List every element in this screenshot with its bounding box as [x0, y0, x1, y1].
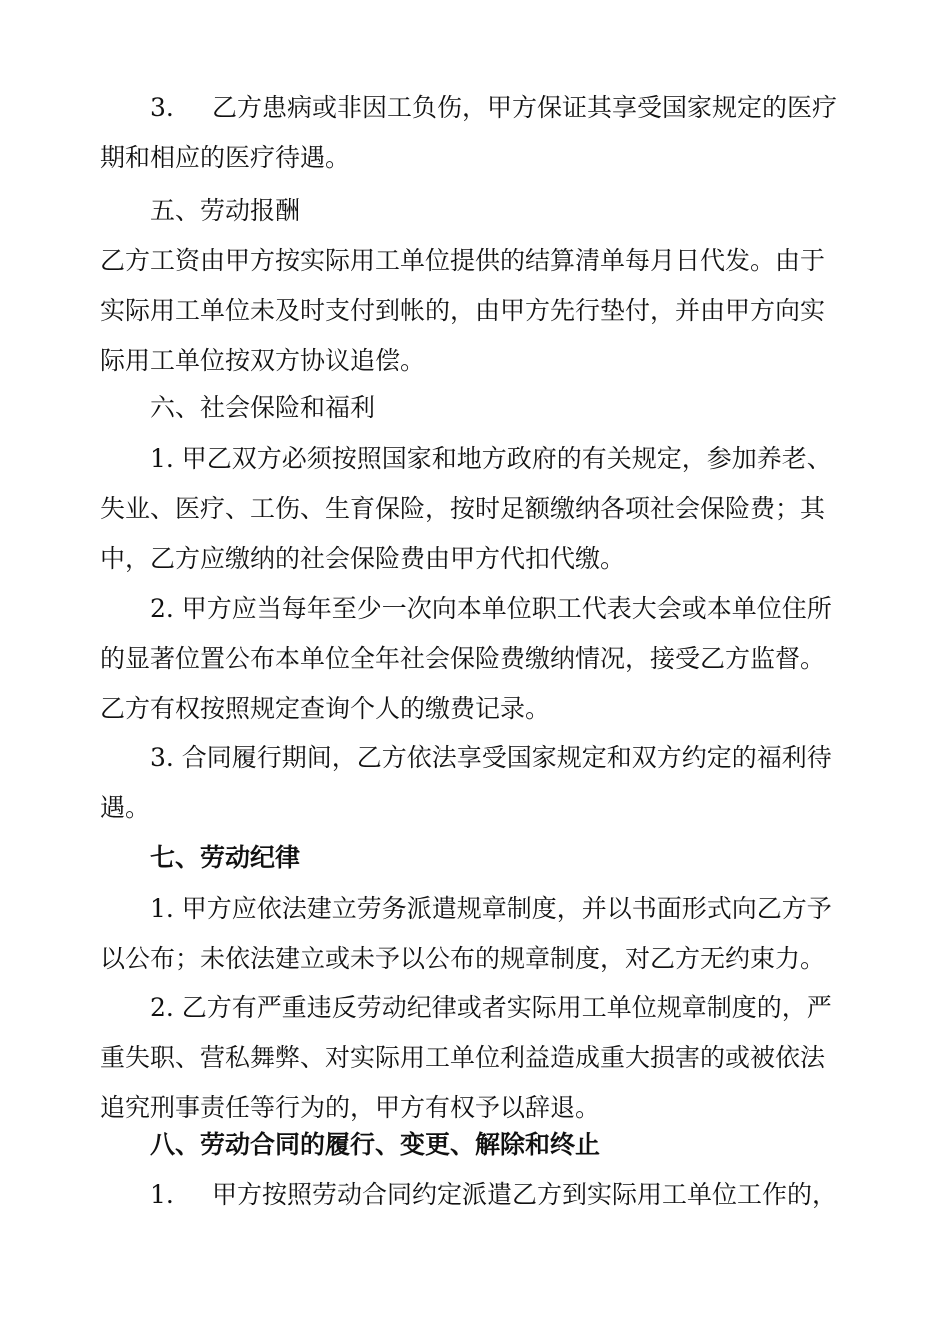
clause-3-line-1 — [150, 93, 837, 123]
paragraph-line: 3. 合同履行期间，乙方依法享受国家规定和双方约定的福利待 — [150, 743, 832, 772]
paragraph-line: 中，乙方应缴纳的社会保险费由甲方代扣代缴。 — [100, 544, 626, 573]
paragraph-line: 1. 甲方应依法建立劳务派遣规章制度，并以书面形式向乙方予 — [150, 894, 832, 923]
paragraph-line: 乙方工资由甲方按实际用工单位提供的结算清单每月日代发。由于 — [100, 246, 826, 275]
clause-number: 1. — [150, 1180, 174, 1209]
paragraph-line: 重失职、营私舞弊、对实际用工单位利益造成重大损害的或被依法 — [100, 1043, 826, 1072]
paragraph-line: 追究刑事责任等行为的，甲方有权予以辞退。 — [100, 1093, 601, 1122]
clause-text: 甲方按照劳动合同约定派遣乙方到实际用工单位工作的， — [212, 1180, 838, 1209]
paragraph-line: 际用工单位按双方协议追偿。 — [100, 346, 426, 375]
paragraph-line: 2. 甲方应当每年至少一次向本单位职工代表大会或本单位住所 — [150, 594, 832, 623]
paragraph-line: 以公布；未依法建立或未予以公布的规章制度，对乙方无约束力。 — [100, 944, 826, 973]
clause-number: 3. — [150, 93, 174, 122]
section-heading-8: 八、劳动合同的履行、变更、解除和终止 — [150, 1130, 601, 1159]
clause-text: 乙方患病或非因工负伤，甲方保证其享受国家规定的医疗 — [212, 93, 838, 122]
paragraph-line: 失业、医疗、工伤、生育保险，按时足额缴纳各项社会保险费；其 — [100, 494, 826, 523]
paragraph-line: 乙方有权按照规定查询个人的缴费记录。 — [100, 694, 551, 723]
paragraph-line: 实际用工单位未及时支付到帐的，由甲方先行垫付，并由甲方向实 — [100, 296, 826, 325]
clause-8-1-line-1 — [150, 1180, 837, 1210]
paragraph-line: 2. 乙方有严重违反劳动纪律或者实际用工单位规章制度的，严 — [150, 993, 832, 1022]
paragraph-line: 遇。 — [100, 793, 151, 822]
clause-3-line-2: 期和相应的医疗待遇。 — [100, 143, 351, 172]
paragraph-line: 的显著位置公布本单位全年社会保险费缴纳情况，接受乙方监督。 — [100, 644, 826, 673]
section-heading-6: 六、社会保险和福利 — [150, 393, 376, 422]
section-heading-7: 七、劳动纪律 — [150, 843, 301, 872]
section-heading-5: 五、劳动报酬 — [150, 196, 301, 225]
paragraph-line: 1. 甲乙双方必须按照国家和地方政府的有关规定，参加养老、 — [150, 444, 832, 473]
